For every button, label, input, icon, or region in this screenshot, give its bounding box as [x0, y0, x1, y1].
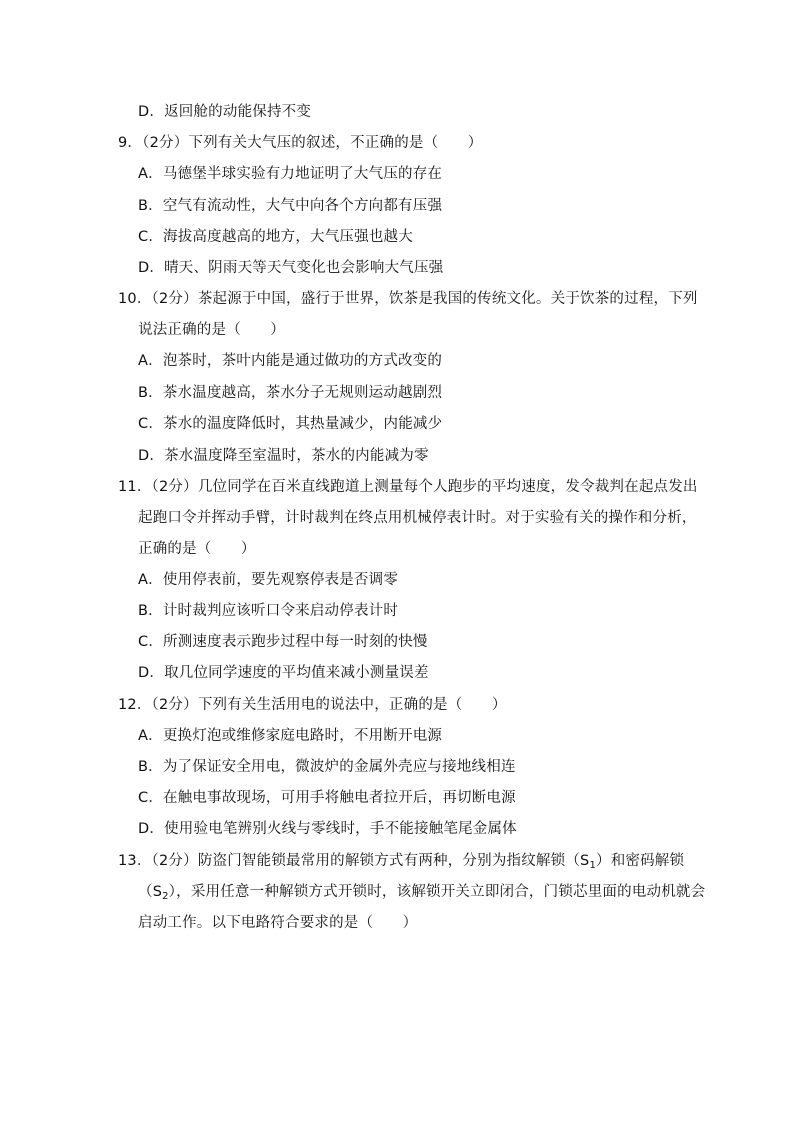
q13-stem-line1-a: 13．（2分）防盗门智能锁最常用的解锁方式有两种，分别为指纹解锁（S — [118, 853, 590, 869]
q13-subscript-2: 2 — [162, 891, 169, 902]
q13-subscript-1: 1 — [589, 860, 596, 871]
q9-option-d: D．晴天、阴雨天等天气变化也会影响大气压强 — [138, 260, 444, 276]
q11-stem-line2: 起跑口令并挥动手臂，计时裁判在终点用机械停表计时。对于实验有关的操作和分析， — [138, 510, 697, 526]
q9-option-b: B．空气有流动性，大气中向各个方向都有压强 — [138, 198, 443, 214]
q9-option-c: C．海拔高度越高的地方，大气压强也越大 — [138, 229, 413, 245]
q11-stem-line1: 11．（2分）几位同学在百米直线跑道上测量每个人跑步的平均速度，发令裁判在起点发出 — [118, 479, 698, 495]
q10-option-a: A．泡茶时，茶叶内能是通过做功的方式改变的 — [138, 353, 443, 369]
q12-option-c: C．在触电事故现场，可用手将触电者拉开后，再切断电源 — [138, 790, 516, 806]
q9-stem: 9．（2分）下列有关大气压的叙述，不正确的是（ ） — [118, 135, 483, 151]
q10-option-c: C．茶水的温度降低时，其热量减少，内能减少 — [138, 416, 443, 432]
q11-stem-line3: 正确的是（ ） — [138, 541, 256, 557]
q11-option-d: D．取几位同学速度的平均值来减小测量误差 — [138, 665, 429, 681]
q11-option-b: B．计时裁判应该听口令来启动停表计时 — [138, 603, 399, 619]
q8-option-d: D．返回舱的动能保持不变 — [138, 104, 312, 120]
q13-stem-line2-b: ），采用任意一种解锁方式开锁时，该解锁开关立即闭合，门锁芯里面的电动机就会 — [168, 884, 706, 900]
q13-stem-line2 — [138, 882, 705, 902]
q12-option-d: D．使用验电笔辨别火线与零线时，手不能接触笔尾金属体 — [138, 821, 517, 837]
q13-stem-line2-a: （S — [138, 884, 163, 900]
q10-option-d: D．茶水温度降至室温时，茶水的内能减为零 — [138, 448, 429, 464]
q10-stem-line1: 10．（2分）茶起源于中国，盛行于世界，饮茶是我国的传统文化。关于饮茶的过程，下列 — [118, 291, 698, 307]
q10-option-b: B．茶水温度越高，茶水分子无规则运动越剧烈 — [138, 385, 443, 401]
q9-option-a: A．马德堡半球实验有力地证明了大气压的存在 — [138, 166, 443, 182]
q12-option-b: B．为了保证安全用电，微波炉的金属外壳应与接地线相连 — [138, 759, 516, 775]
q13-stem-line1-b: ）和密码解锁 — [596, 853, 685, 869]
q11-option-c: C．所测速度表示跑步过程中每一时刻的快慢 — [138, 634, 428, 650]
q12-option-a: A．更换灯泡或维修家庭电路时，不用断开电源 — [138, 728, 443, 744]
q10-stem-line2: 说法正确的是（ ） — [138, 322, 285, 338]
q11-option-a: A．使用停表前，要先观察停表是否调零 — [138, 572, 399, 588]
q13-stem-line3: 启动工作。以下电路符合要求的是（ ） — [138, 915, 418, 931]
q13-stem-line1 — [118, 851, 684, 871]
q12-stem: 12．（2分）下列有关生活用电的说法中，正确的是（ ） — [118, 697, 507, 713]
